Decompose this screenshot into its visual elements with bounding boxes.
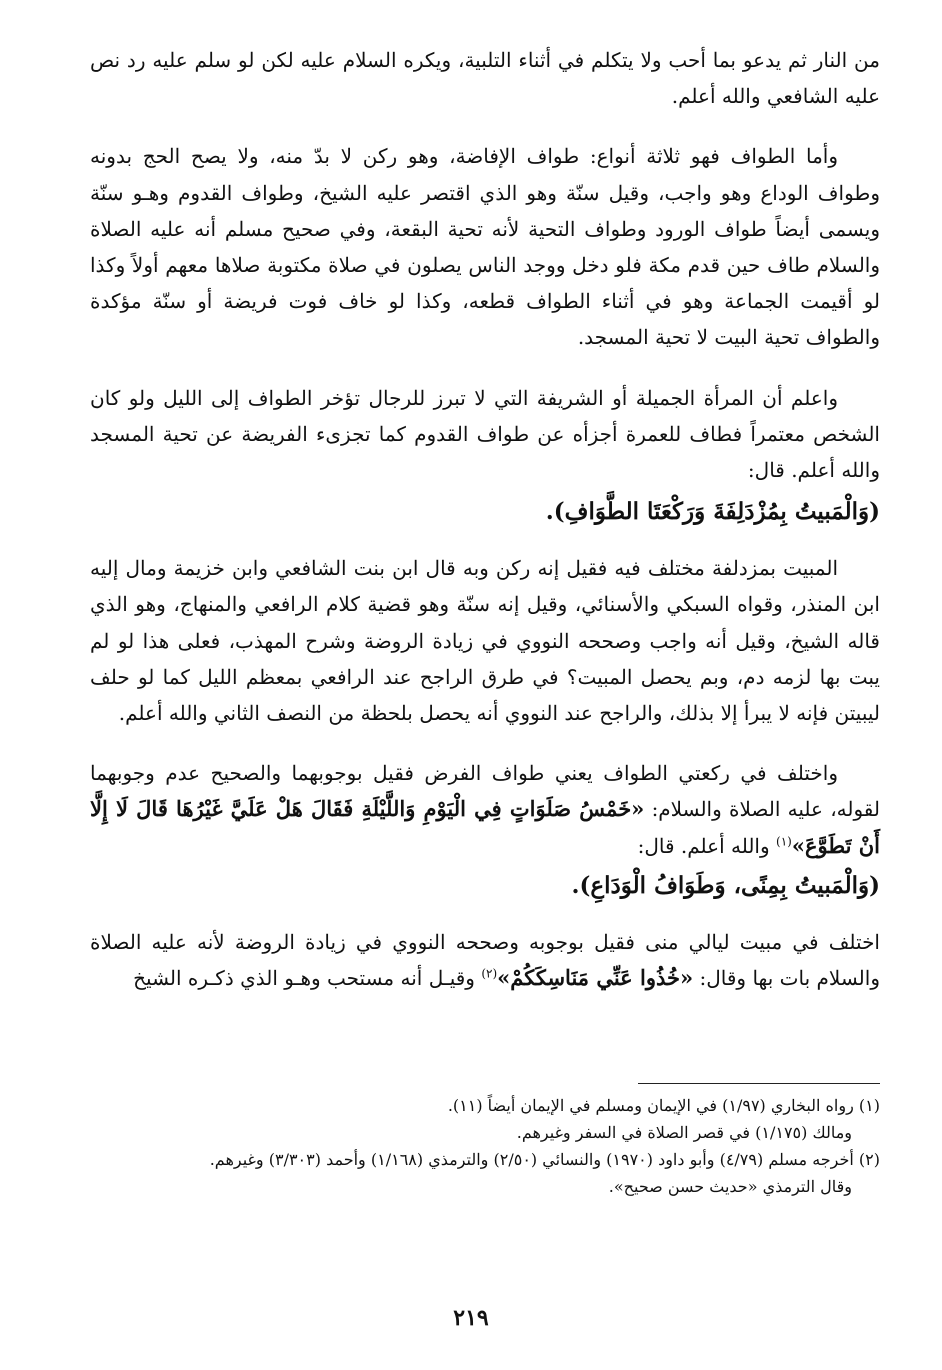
paragraph-mina-text: اختلف في مبيت ليالي منى فقيل بوجوبه وصححه النووي في زيادة الروضة لأنه عليه الصلاة والسلام بات بها وقال:	[90, 929, 880, 991]
matn-mina: (وَالْمَبيتُ بِمِنًى، وَطَوَافُ الْوَدَاعِ).	[571, 871, 880, 899]
page-number: ٢١٩	[453, 1305, 489, 1331]
hadith-manasik: «خُذُوا عَنِّي مَنَاسِكَكُمْ»	[497, 965, 694, 991]
footnotes	[90, 1091, 880, 1201]
footnote-divider	[638, 1083, 880, 1084]
paragraph-rakatain-end: والله أعلم. قال:	[637, 833, 770, 858]
matn-muzdalifa: (وَالْمَبيتُ بِمُزْدَلِفَةَ وَرَكْعَتَا الطَّوَافِ).	[545, 498, 880, 526]
paragraph-muzdalifa: المبيت بمزدلفة مختلف فيه فقيل إنه ركن وبه قال ابن بنت الشافعي وابن خزيمة ومال إليه ابن المنذر، وقواه السبكي والأسنائي، وقيل إنه سنّة وهو قضية كلام الرافعي والمنهاج، وهو الذي قاله الشيخ، وقيل أنه واجب وصححه النووي في زيادة الروضة وشرح المهذب، فعلى هذا لو لم يبت بها لزمه دم، وبم يحصل المبيت؟ في طرق الراجح عند الرافعي بمعظم الليل كما لو حلف ليبيتن فإنه لا يبرأ إلا بذلك، والراجح عند النووي أنه يحصل بلحظة من النصف الثاني والله أعلم.	[90, 556, 880, 726]
paragraph-rakatain	[90, 755, 880, 864]
paragraph-1: من النار ثم يدعو بما أحب ولا يتكلم في أثناء التلبية، ويكره السلام عليه لكن لو سلم عليه رد نص عليه الشافعي والله أعلم.	[90, 48, 880, 109]
footnote-ref-2: (٢)	[481, 966, 498, 981]
paragraph-tawaf-types: وأما الطواف فهو ثلاثة أنواع: طواف الإفاضة، وهو ركن لا بدّ منه، ولا يصح الحج بدونه وطواف الوداع وهو واجب، وقيل سنّة وهو الذي اقتصر عليه الشيخ، وطواف القدوم وهـو سنّة ويسمى أيضاً طواف الورود وطواف التحية لأنه تحية البقعة، وفي صحيح مسلم أنه عليه الصلاة والسلام طاف حين قدم مكة فلو دخل ووجد الناس يصلون في صلاة مكتوبة صلاها معهم أولاً وكذا لو أقيمت الجماعة وهو في أثناء الطواف قطعه، وكذا لو خاف فوت فريضة أو سنّة مؤكدة والطواف تحية البيت لا تحية المسجد.	[90, 144, 880, 350]
page-body	[90, 42, 880, 1020]
paragraph-mina-end: وقيـل أنه مستحب وهـو الذي ذكـره الشيخ	[133, 966, 475, 991]
footnote-1-continued: ومالك (١/١٧٥) في قصر الصلاة في السفر وغيرهم.	[516, 1123, 852, 1142]
footnote-2: (٢) أخرجه مسلم (٤/٧٩) وأبو داود (١٩٧٠) والنسائي (٢/٥٠) والترمذي (١/١٦٨) وأحمد (٣/٣٠٣) وغيرهم.	[209, 1150, 880, 1169]
hadith-five-prayers: «خَمْسُ صَلَوَاتٍ فِي الْيَوْمِ وَاللَّيْلَةِ فَقَالَ هَلْ عَلَيَّ غَيْرُهَا قَالَ لَا إِلَّا أَنْ تَطَوَّعَ»	[90, 796, 880, 858]
paragraph-mina	[90, 924, 880, 996]
footnote-2-continued: وقال الترمذي «حديث حسن صحيح».	[608, 1177, 852, 1196]
footnote-ref-1: (١)	[776, 834, 792, 848]
paragraph-rakatain-text: واختلف في ركعتي الطواف يعني طواف الفرض فقيل بوجوبهما والصحيح عدم وجوبهما لقوله، عليه الصلاة والسلام:	[90, 761, 881, 822]
paragraph-woman-tawaf: واعلم أن المرأة الجميلة أو الشريفة التي لا تبرز للرجال تؤخر الطواف إلى الليل ولو كان الشخص معتمراً فطاف للعمرة أجزأه عن طواف القدوم كما تجزىء الفريضة عن تحية المسجد والله أعلم. قال:	[90, 385, 880, 483]
footnote-1: (١) رواه البخاري (١/٩٧) في الإيمان ومسلم في الإيمان أيضاً (١١).	[447, 1096, 880, 1115]
